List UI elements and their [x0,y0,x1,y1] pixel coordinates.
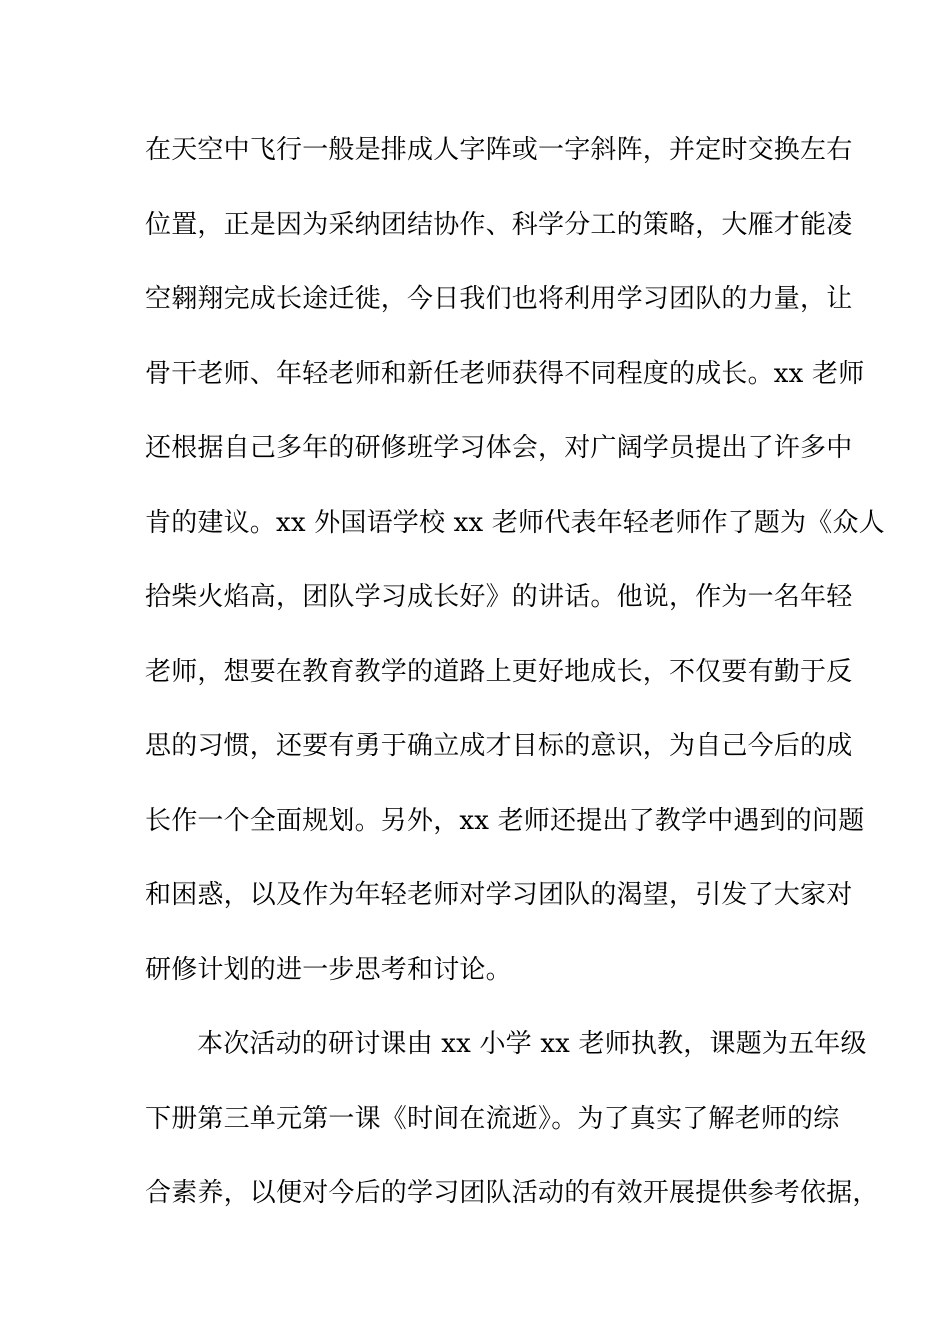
body-text [145,132,885,1250]
text-line: 下册第三单元第一课《时间在流逝》。为了真实了解老师的综 [145,1103,840,1134]
text-line: 老师，想要在教育教学的道路上更好地成长，不仅要有勤于反 [145,656,853,687]
text-line: 在天空中飞行一般是排成人字阵或一字斜阵，并定时交换左右 [145,135,853,165]
text-line: 拾柴火焰高，团队学习成长好》的讲话。他说，作为一名年轻 [145,582,853,612]
text-line: 和困惑，以及作为年轻老师对学习团队的渴望，引发了大家对 [145,880,853,910]
text-line: 肯的建议。xx 外国语学校 xx 老师代表年轻老师作了题为《众人 [145,507,885,538]
text-line: 空翱翔完成长途迁徙，今日我们也将利用学习团队的力量，让 [145,284,853,314]
text-line: 还根据自己多年的研修班学习体会，对广阔学员提出了许多中 [145,433,853,463]
text-line: 位置，正是因为采纳团结协作、科学分工的策略，大雁才能凌 [145,209,853,240]
paragraph-first-line: 本次活动的研讨课由 xx 小学 xx 老师执教，课题为五年级 [197,1029,867,1059]
text-line: 合素养，以便对今后的学习团队活动的有效开展提供参考依据， [145,1178,879,1208]
text-line: 骨干老师、年轻老师和新任老师获得不同程度的成长。xx 老师 [145,358,865,389]
text-line: 长作一个全面规划。另外，xx 老师还提出了教学中遇到的问题 [145,805,865,836]
text-line: 思的习惯，还要有勇于确立成才目标的意识，为自己今后的成 [145,731,853,761]
text-line: 研修计划的进一步思考和讨论。 [145,954,512,985]
